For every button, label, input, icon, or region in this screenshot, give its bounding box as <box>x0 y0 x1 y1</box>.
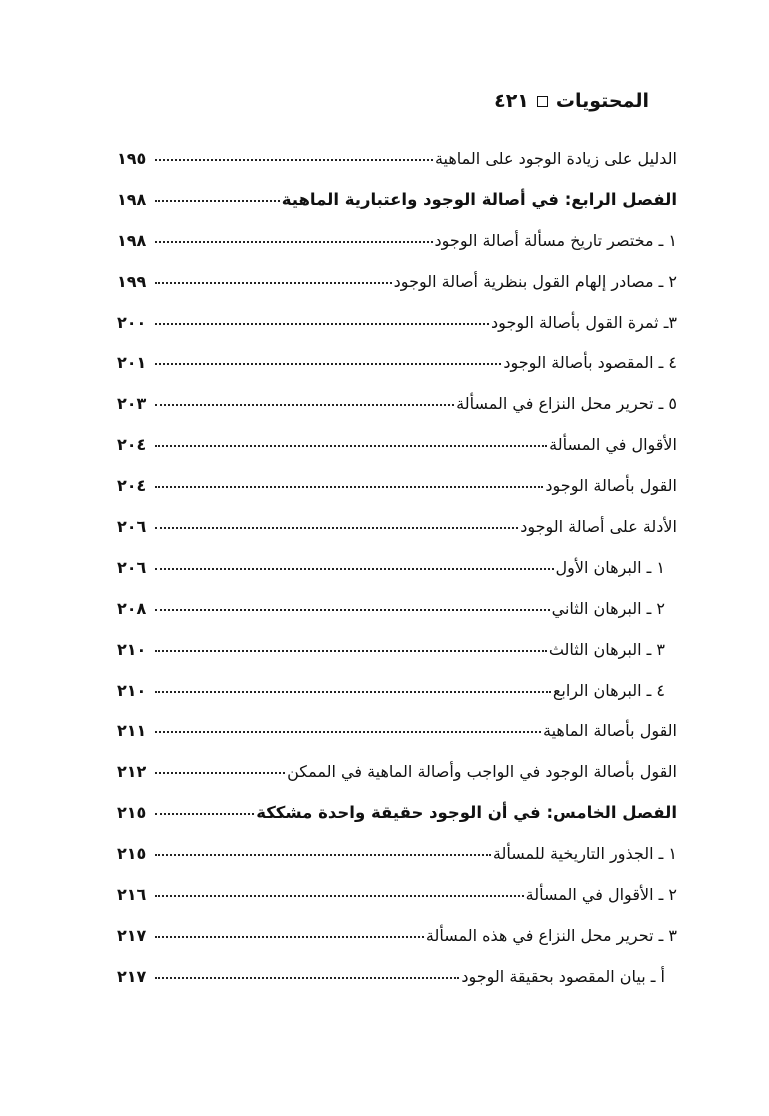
toc-entry-title: القول بأصالة الماهية <box>542 721 677 741</box>
dot-leader <box>155 936 424 938</box>
toc-entry-page-number: ٢١٧ <box>117 925 147 945</box>
toc-entry <box>117 435 677 476</box>
toc-entry <box>117 926 677 967</box>
toc-entry-page-number: ٢١٦ <box>117 885 147 905</box>
toc-entry <box>117 640 677 681</box>
dot-leader <box>155 323 489 325</box>
dot-leader <box>155 363 501 365</box>
toc-entry <box>117 558 677 599</box>
toc-entry-title: ٢ ـ مصادر إلهام القول بنظرية أصالة الوجود <box>393 271 677 291</box>
toc-entry-page-number: ٢٠٦ <box>117 557 147 577</box>
running-head-title: المحتويات <box>555 90 649 112</box>
toc-entry-page-number: ٢٠٤ <box>117 435 147 455</box>
toc-entry-page-number: ١٩٥ <box>117 149 147 168</box>
toc-entry-title: الأقوال في المسألة <box>549 435 677 455</box>
toc-chapter-entry <box>117 190 677 231</box>
toc-entry <box>117 762 677 803</box>
toc-entry-page-number: ٢٠١ <box>117 353 147 373</box>
toc-entry-title: الفصل الرابع: في أصالة الوجود واعتبارية الماهية <box>281 189 677 209</box>
toc-entry-title: ٣ ـ تحرير محل النزاع في هذه المسألة <box>425 925 677 945</box>
toc-entry-page-number: ٢١٢ <box>117 762 147 782</box>
dot-leader <box>155 895 524 897</box>
square-ornament-icon <box>537 96 548 107</box>
toc-entry-title: ١ ـ البرهان الأول <box>555 557 665 577</box>
toc-entry <box>117 599 677 640</box>
toc-entry <box>117 844 677 885</box>
toc-entry-title: أ ـ بيان المقصود بحقيقة الوجود <box>461 966 665 986</box>
dot-leader <box>155 404 454 406</box>
toc-entry <box>117 353 677 394</box>
table-of-contents <box>117 149 677 1008</box>
toc-entry-page-number: ١٩٩ <box>117 271 147 291</box>
toc-entry-title: ١ ـ الجذور التاريخية للمسألة <box>492 844 677 864</box>
dot-leader <box>155 731 541 733</box>
toc-entry-title: ٢ ـ البرهان الثاني <box>551 598 665 618</box>
toc-entry <box>117 313 677 354</box>
toc-entry-page-number: ٢١٧ <box>117 966 147 986</box>
running-head <box>494 90 649 112</box>
toc-entry-page-number: ٢١١ <box>117 721 147 741</box>
toc-entry <box>117 517 677 558</box>
toc-entry-page-number: ١٩٨ <box>117 189 147 209</box>
toc-entry-page-number: ٢٠٠ <box>117 312 147 332</box>
dot-leader <box>155 691 551 693</box>
dot-leader <box>155 854 491 856</box>
toc-entry-page-number: ٢١٥ <box>117 844 147 864</box>
toc-entry-page-number: ٢١٠ <box>117 639 147 659</box>
toc-entry <box>117 272 677 313</box>
toc-entry <box>117 476 677 517</box>
toc-entry <box>117 967 677 1008</box>
toc-entry <box>117 149 677 190</box>
dot-leader <box>155 282 392 284</box>
toc-entry <box>117 394 677 435</box>
toc-entry <box>117 721 677 762</box>
toc-entry-title: ٣ـ ثمرة القول بأصالة الوجود <box>491 312 677 332</box>
toc-entry-page-number: ٢١٥ <box>117 803 147 823</box>
toc-entry-title: ٥ ـ تحرير محل النزاع في المسألة <box>456 394 677 414</box>
toc-entry-page-number: ٢١٠ <box>117 680 147 700</box>
toc-entry-page-number: ٢٠٣ <box>117 394 147 414</box>
toc-entry-title: ٢ ـ الأقوال في المسألة <box>525 885 677 905</box>
toc-entry <box>117 681 677 722</box>
toc-entry-page-number: ٢٠٨ <box>117 598 147 618</box>
toc-entry <box>117 885 677 926</box>
toc-entry-title: الفصل الخامس: في أن الوجود حقيقة واحدة مشككة <box>256 803 677 823</box>
running-head-page-number: ٤٢١ <box>494 90 529 112</box>
dot-leader <box>155 527 518 529</box>
dot-leader <box>155 813 254 815</box>
dot-leader <box>155 772 285 774</box>
toc-entry-page-number: ١٩٨ <box>117 230 147 250</box>
toc-entry-title: ١ ـ مختصر تاريخ مسألة أصالة الوجود <box>434 230 677 250</box>
toc-entry-title: ٤ ـ المقصود بأصالة الوجود <box>503 353 677 373</box>
dot-leader <box>155 609 550 611</box>
toc-entry <box>117 231 677 272</box>
toc-chapter-entry <box>117 803 677 844</box>
dot-leader <box>155 159 433 161</box>
toc-entry-page-number: ٢٠٦ <box>117 517 147 537</box>
dot-leader <box>155 977 459 979</box>
dot-leader <box>155 200 280 202</box>
dot-leader <box>155 241 433 243</box>
dot-leader <box>155 568 554 570</box>
toc-entry-title: القول بأصالة الوجود في الواجب وأصالة الماهية في الممكن <box>287 762 677 782</box>
dot-leader <box>155 650 547 652</box>
toc-entry-title: الدليل على زيادة الوجود على الماهية <box>434 149 677 168</box>
toc-entry-title: القول بأصالة الوجود <box>545 476 677 496</box>
toc-entry-title: الأدلة على أصالة الوجود <box>520 517 677 537</box>
toc-entry-title: ٣ ـ البرهان الثالث <box>548 639 665 659</box>
toc-entry-title: ٤ ـ البرهان الرابع <box>552 680 665 700</box>
dot-leader <box>155 486 543 488</box>
dot-leader <box>155 445 547 447</box>
toc-entry-page-number: ٢٠٤ <box>117 476 147 496</box>
